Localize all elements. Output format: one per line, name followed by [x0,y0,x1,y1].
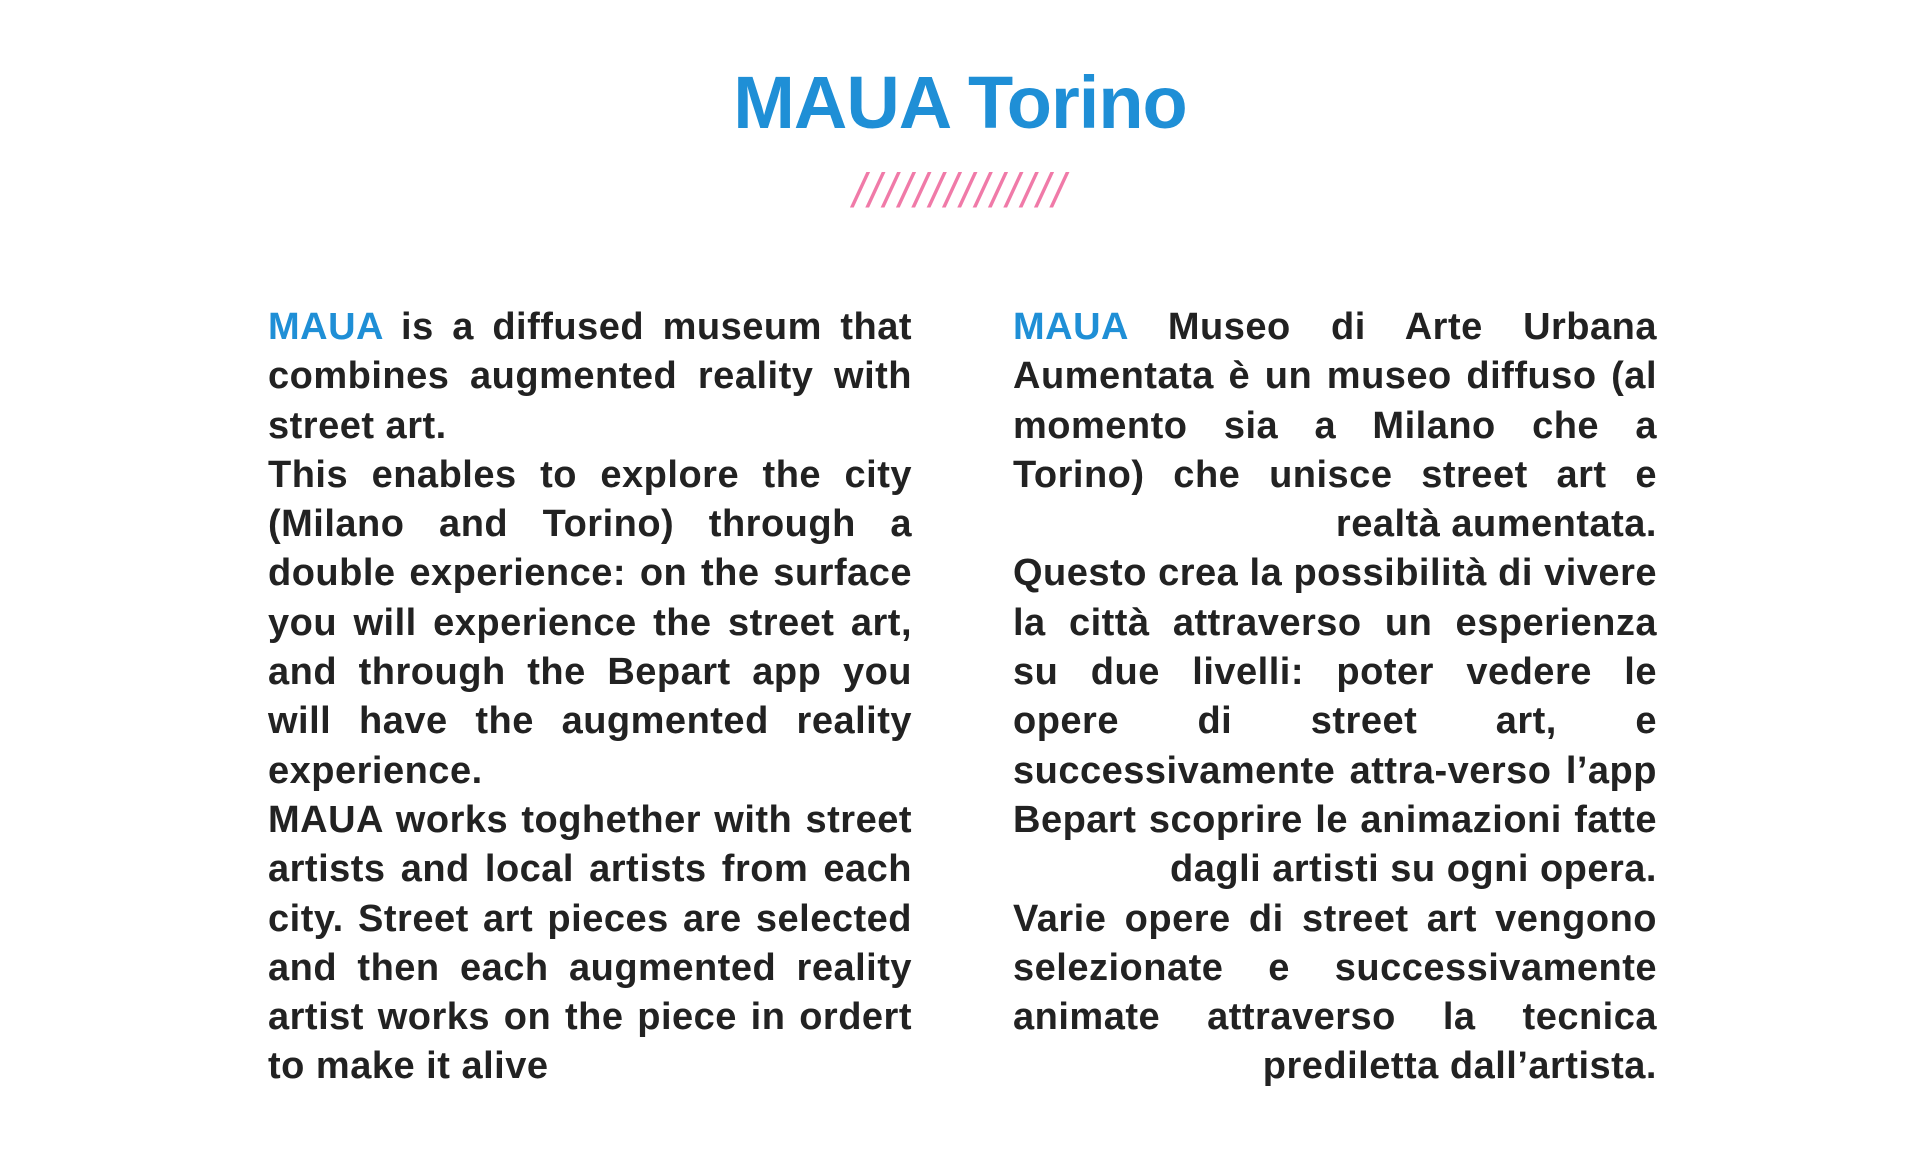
page-title: MAUA Torino [733,61,1187,144]
english-column [268,303,912,1092]
italian-paragraph-1 [1013,303,1657,549]
decorative-divider: ////////////// [852,165,1068,218]
english-paragraph-1-text: is a diffused museum that combines augmented reality with street art. [268,306,912,447]
italian-paragraph-1-text: Museo di Arte Urbana Aumentata è un museo diffuso (al momento sia a Milano che a Torino) che unisce street art e realtà aumentata. [1013,306,1657,546]
italian-paragraph-2: Questo crea la possibilità di vivere la città attraverso un esperienza su due livelli: poter vedere le opere di street art, e successivamente attra-verso l’app Bepart scoprire le animazioni fatte dagli artisti su ogni opera. [1013,552,1657,891]
english-highlight-maua: MAUA [268,306,383,348]
english-paragraph-1 [268,303,912,451]
italian-column [1013,303,1657,1092]
italian-highlight-maua: MAUA [1013,306,1128,348]
english-paragraph-2: This enables to explore the city (Milano and Torino) through a double experience: on the surface you will experience the street art, and through the Bepart app you will have the augmented reality experience. [268,453,912,792]
english-paragraph-3: MAUA works toghether with street artists and local artists from each city. Street art pieces are selected and then each augmented reality artist works on the piece in ordert to make it alive [268,798,912,1088]
italian-paragraph-3: Varie opere di street art vengono selezionate e successivamente animate attraverso la tecnica prediletta dall’artista. [1013,897,1657,1088]
